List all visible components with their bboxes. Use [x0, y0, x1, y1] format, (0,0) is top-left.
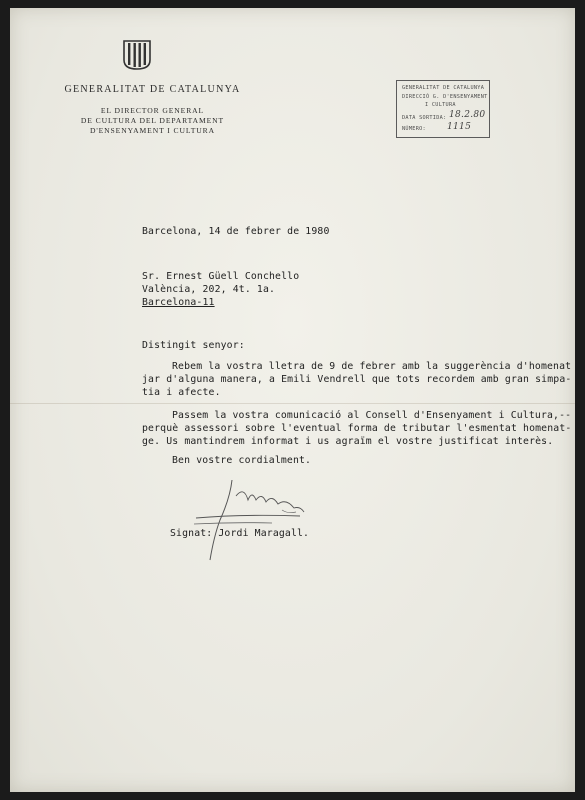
- paragraph-1-line-3: tia i afecte.: [142, 387, 221, 398]
- org-name: GENERALITAT DE CATALUNYA: [64, 84, 241, 95]
- stamp-number-value: 1115: [447, 122, 472, 132]
- recipient-city: Barcelona-11: [142, 297, 215, 308]
- org-subtitle-line-2: DE CULTURA DEL DEPARTAMENT: [80, 116, 225, 125]
- stamp-line-1: GENERALITAT DE CATALUNYA: [402, 85, 485, 91]
- recipient-name: Sr. Ernest Güell Conchello: [142, 271, 300, 282]
- paragraph-2-line-3: ge. Us mantindrem informat i us agraïm el vostre justificat interès.: [142, 436, 554, 447]
- org-subtitle-line-3: D'ENSENYAMENT I CULTURA: [89, 126, 215, 135]
- paper-fold: [10, 403, 575, 404]
- salutation: Distingit senyor:: [142, 340, 245, 351]
- stamp-date-label: DATA SORTIDA:: [402, 115, 447, 121]
- registry-stamp: [396, 80, 490, 138]
- catalan-coat-of-arms-icon: [123, 40, 151, 70]
- signature-line: Signat: Jordi Maragall.: [170, 528, 310, 539]
- stamp-date-value: 18.2.80: [449, 110, 486, 120]
- paragraph-1-line-2: jar d'alguna manera, a Emili Vendrell que tots recordem amb gran simpa-: [142, 374, 572, 385]
- stamp-number-label: NÚMERO:: [402, 126, 426, 132]
- stamp-line-2: DIRECCIÓ G. D'ENSENYAMENT: [402, 94, 488, 100]
- handwritten-signature: [192, 478, 312, 568]
- paragraph-1-line-1: Rebem la vostra lletra de 9 de febrer amb la suggerència d'homenat: [172, 361, 572, 372]
- recipient-street: València, 202, 4t. 1a.: [142, 284, 276, 295]
- paragraph-2-line-2: perquè assessori sobre l'eventual forma de tributar l'esmentat homenat-: [142, 423, 572, 434]
- closing: Ben vostre cordialment.: [172, 455, 312, 466]
- letter-page: [10, 8, 575, 792]
- stamp-line-3: I CULTURA: [425, 102, 456, 108]
- letter-date: Barcelona, 14 de febrer de 1980: [142, 226, 330, 237]
- org-subtitle-line-1: EL DIRECTOR GENERAL: [100, 106, 205, 115]
- paragraph-2-line-1: Passem la vostra comunicació al Consell d'Ensenyament i Cultura,--: [172, 410, 572, 421]
